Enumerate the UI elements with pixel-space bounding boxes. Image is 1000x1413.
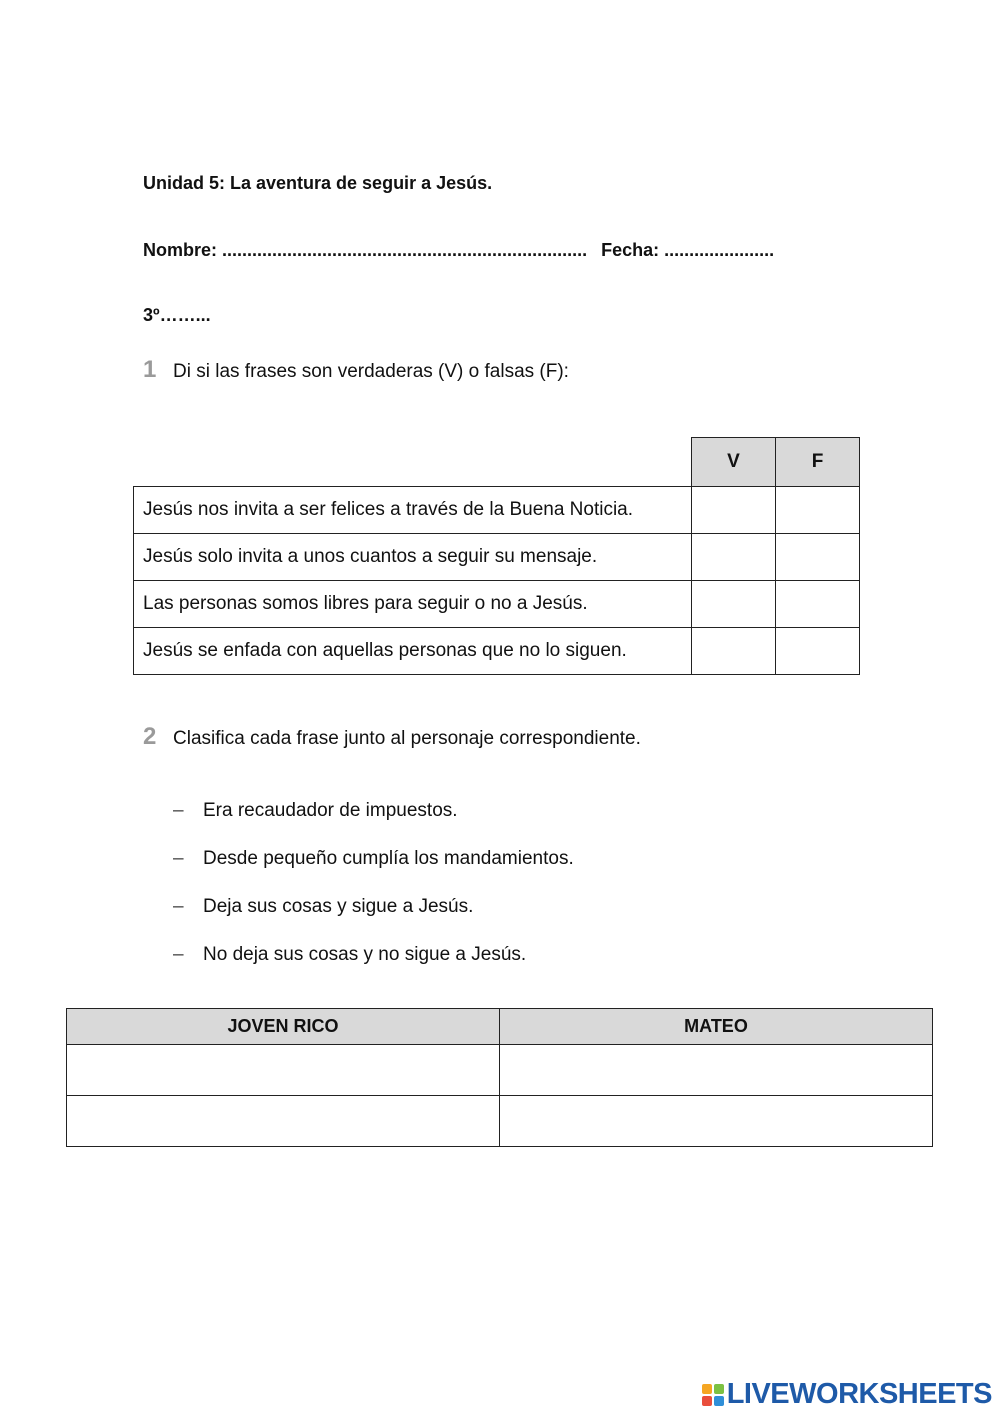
- drop-cell-joven-rico[interactable]: [67, 1096, 500, 1147]
- table-row: [134, 581, 860, 628]
- column-header-f: F: [776, 438, 860, 487]
- phrase-list: [173, 800, 574, 992]
- class-field[interactable]: 3º……...: [143, 305, 211, 325]
- exercise1-heading: [143, 356, 569, 384]
- answer-box-v[interactable]: [692, 581, 776, 628]
- name-field[interactable]: Nombre: .........................................................................: [143, 240, 588, 260]
- drop-cell-mateo[interactable]: [500, 1045, 933, 1096]
- answer-box-v[interactable]: [692, 487, 776, 534]
- drop-cell-joven-rico[interactable]: [67, 1045, 500, 1096]
- statement-text: Jesús se enfada con aquellas personas que no lo siguen.: [134, 628, 692, 675]
- column-header-joven-rico: JOVEN RICO: [67, 1009, 500, 1045]
- name-date-row: [143, 240, 774, 261]
- statement-text: Las personas somos libres para seguir o no a Jesús.: [134, 581, 692, 628]
- list-item[interactable]: [173, 848, 574, 896]
- logo-text: LIVEWORKSHEETS: [726, 1378, 992, 1410]
- liveworksheets-logo: [702, 1378, 992, 1411]
- exercise2-heading: [143, 723, 641, 751]
- answer-box-v[interactable]: [692, 628, 776, 675]
- answer-box-f[interactable]: [776, 628, 860, 675]
- logo-square: [714, 1384, 724, 1394]
- logo-square: [702, 1384, 712, 1394]
- column-header-mateo: MATEO: [500, 1009, 933, 1045]
- table-row: [67, 1096, 933, 1147]
- dash-bullet: –: [173, 800, 184, 821]
- column-header-v: V: [692, 438, 776, 487]
- classification-table: [66, 1008, 933, 1147]
- phrase-text: Era recaudador de impuestos.: [203, 800, 458, 821]
- dash-bullet: –: [173, 944, 184, 965]
- list-item[interactable]: [173, 896, 574, 944]
- logo-icon: [702, 1384, 724, 1406]
- exercise1-instruction: Di si las frases son verdaderas (V) o falsas (F):: [173, 361, 569, 382]
- dash-bullet: –: [173, 848, 184, 869]
- table-corner: [134, 438, 692, 487]
- dash-bullet: –: [173, 896, 184, 917]
- answer-box-f[interactable]: [776, 581, 860, 628]
- phrase-text: Deja sus cosas y sigue a Jesús.: [203, 896, 474, 917]
- list-item[interactable]: [173, 944, 574, 992]
- date-field[interactable]: Fecha: ......................: [601, 240, 775, 260]
- exercise2-number: 2: [143, 723, 157, 750]
- drop-cell-mateo[interactable]: [500, 1096, 933, 1147]
- answer-box-f[interactable]: [776, 487, 860, 534]
- statement-text: Jesús nos invita a ser felices a través de la Buena Noticia.: [134, 487, 692, 534]
- list-item[interactable]: [173, 800, 574, 848]
- worksheet-title: Unidad 5: La aventura de seguir a Jesús.: [143, 173, 493, 193]
- phrase-text: Desde pequeño cumplía los mandamientos.: [203, 848, 574, 869]
- logo-square: [714, 1396, 724, 1406]
- table-row: [134, 628, 860, 675]
- logo-square: [702, 1396, 712, 1406]
- phrase-text: No deja sus cosas y no sigue a Jesús.: [203, 944, 527, 965]
- exercise2-instruction: Clasifica cada frase junto al personaje correspondiente.: [173, 728, 641, 749]
- answer-box-v[interactable]: [692, 534, 776, 581]
- table-row: [67, 1045, 933, 1096]
- true-false-table: [133, 437, 860, 675]
- statement-text: Jesús solo invita a unos cuantos a seguir su mensaje.: [134, 534, 692, 581]
- answer-box-f[interactable]: [776, 534, 860, 581]
- table-row: [134, 487, 860, 534]
- table-row: [134, 534, 860, 581]
- exercise1-number: 1: [143, 356, 157, 383]
